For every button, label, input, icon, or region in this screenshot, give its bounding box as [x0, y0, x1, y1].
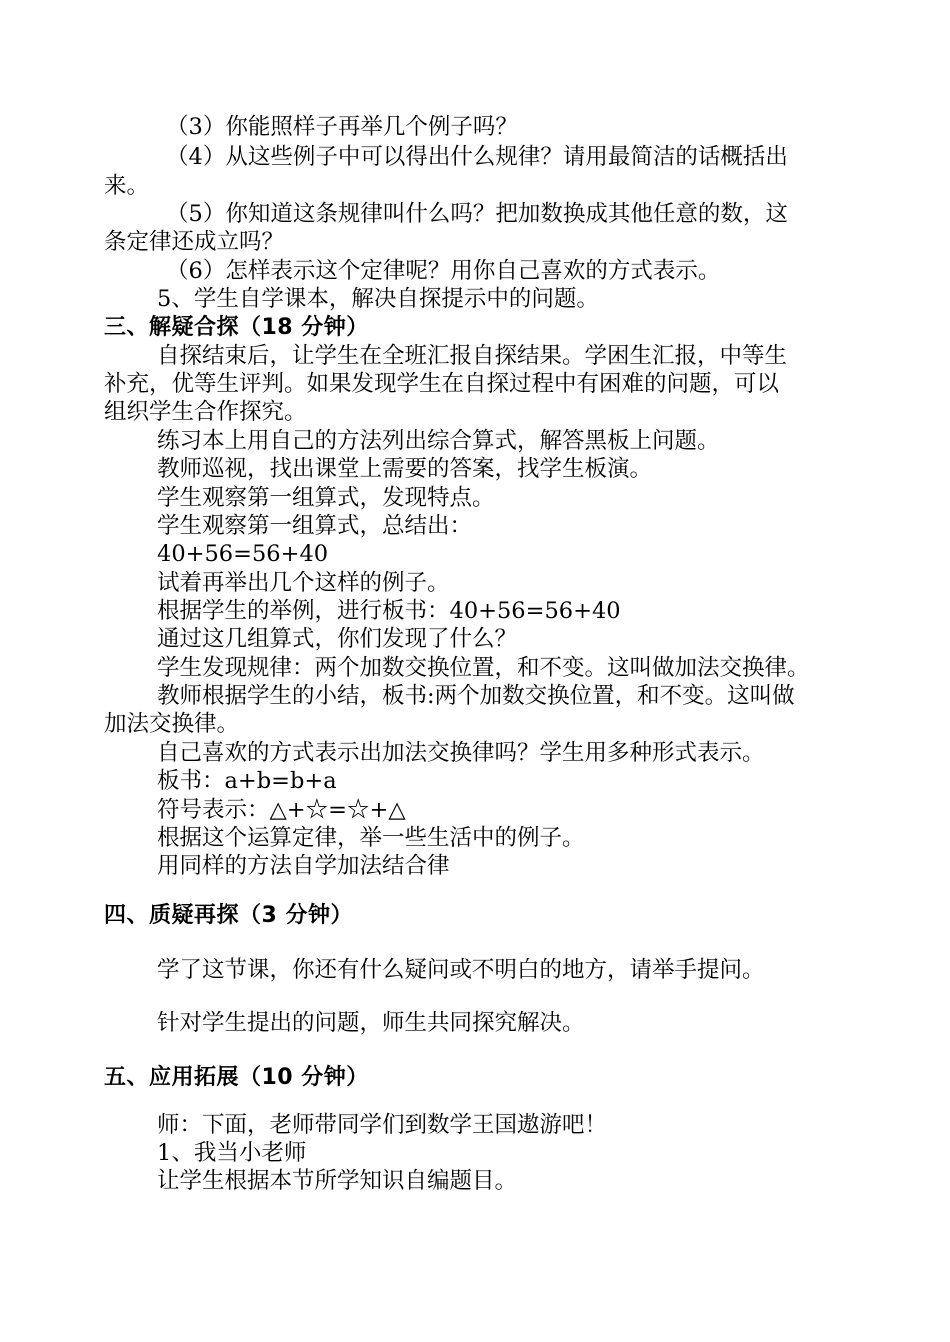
paragraph-line: 练习本上用自己的方法列出综合算式，解答黑板上问题。	[157, 428, 720, 454]
paragraph-line: 让学生根据本节所学知识自编题目。	[157, 1168, 518, 1194]
paragraph-line: 自探结束后，让学生在全班汇报自探结果。学困生汇报，中等生	[157, 343, 788, 369]
paragraph-line: 根据这个运算定律，举一些生活中的例子。	[157, 825, 585, 851]
paragraph-line: 根据学生的举例，进行板书：40+56=56+40	[157, 598, 621, 624]
paragraph-line: 学生发现规律：两个加数交换位置，和不变。这叫做加法交换律。	[157, 655, 810, 681]
paragraph-line: 试着再举出几个这样的例子。	[157, 570, 450, 596]
step-5: 5、学生自学课本，解决自探提示中的问题。	[157, 286, 599, 312]
paragraph-line: 针对学生提出的问题，师生共同探究解决。	[157, 1010, 585, 1036]
section-heading-4: 四、质疑再探（3 分钟）	[104, 903, 353, 928]
question-5-cont: 条定律还成立吗？	[104, 229, 285, 255]
question-4-cont: 来。	[104, 173, 150, 199]
paragraph-line: 通过这几组算式，你们发现了什么？	[157, 626, 518, 652]
paragraph-line: 教师根据学生的小结，板书:两个加数交换位置，和不变。这叫做	[157, 683, 795, 709]
question-5: （5）你知道这条规律叫什么吗？把加数换成其他任意的数，这	[166, 201, 788, 227]
paragraph-line: 用同样的方法自学加法结合律	[157, 853, 450, 879]
paragraph-line: 师：下面，老师带同学们到数学王国遨游吧！	[157, 1112, 608, 1138]
equation-line: 40+56=56+40	[157, 541, 329, 567]
section-heading-3: 三、解疑合探（18 分钟）	[104, 315, 369, 340]
paragraph-line: 自己喜欢的方式表示出加法交换律吗？学生用多种形式表示。	[157, 740, 765, 766]
formula-line: 板书：a+b=b+a	[157, 768, 337, 794]
section-heading-5: 五、应用拓展（10 分钟）	[104, 1065, 369, 1090]
question-3: （3）你能照样子再举几个例子吗？	[166, 114, 518, 140]
question-6: （6）怎样表示这个定律呢？用你自己喜欢的方式表示。	[166, 258, 721, 284]
list-item: 1、我当小老师	[157, 1140, 307, 1166]
paragraph-line: 学生观察第一组算式，发现特点。	[157, 485, 495, 511]
paragraph-line: 教师巡视，找出课堂上需要的答案，找学生板演。	[157, 456, 653, 482]
paragraph-line: 学了这节课，你还有什么疑问或不明白的地方，请举手提问。	[157, 957, 765, 983]
symbol-formula-line: 符号表示：△+☆=☆+△	[157, 797, 406, 823]
paragraph-line: 组织学生合作探究。	[104, 399, 307, 425]
question-4: （4）从这些例子中可以得出什么规律？请用最简洁的话概括出	[166, 144, 788, 170]
paragraph-line: 加法交换律。	[104, 711, 240, 737]
paragraph-line: 补充，优等生评判。如果发现学生在自探过程中有困难的问题，可以	[104, 371, 780, 397]
paragraph-line: 学生观察第一组算式，总结出：	[157, 513, 473, 539]
